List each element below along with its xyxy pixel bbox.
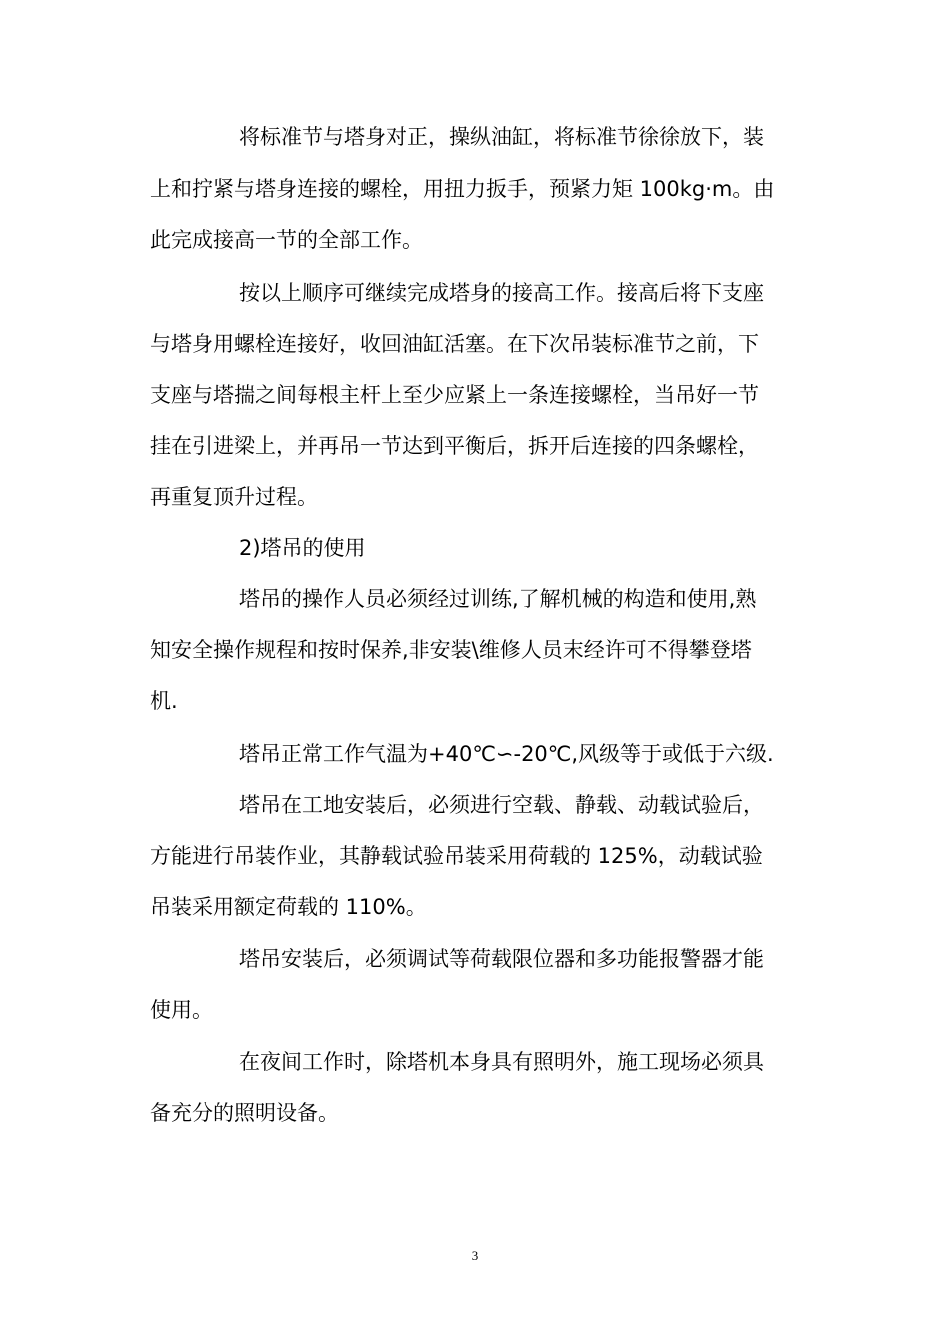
paragraph-7-line-1: 在夜间工作时，除塔机本身具有照明外，施工现场必须具 — [239, 1050, 764, 1074]
paragraph-5-line-2: 方能进行吊装作业，其静载试验吊装采用荷载的 125%，动载试验 — [150, 844, 763, 868]
paragraph-6-line-1: 塔吊安装后，必须调试等荷载限位器和多功能报警器才能 — [239, 947, 764, 971]
paragraph-3-line-2: 知安全操作规程和按时保养,非安装\维修人员末经许可不得攀登塔 — [150, 638, 752, 662]
paragraph-6-line-2: 使用。 — [150, 998, 213, 1022]
paragraph-2-line-5: 再重复顶升过程。 — [150, 485, 318, 509]
paragraph-5-line-1: 塔吊在工地安装后，必须进行空载、静载、动载试验后， — [239, 793, 764, 817]
paragraph-2-line-3: 支座与塔揣之间每根主杆上至少应紧上一条连接螺栓，当吊好一节 — [150, 383, 759, 407]
paragraph-7-line-2: 备充分的照明设备。 — [150, 1101, 339, 1125]
paragraph-1-line-3: 此完成接高一节的全部工作。 — [150, 228, 423, 252]
paragraph-2-line-4: 挂在引进梁上，并再吊一节达到平衡后，拆开后连接的四条螺栓， — [150, 434, 759, 458]
paragraph-1-line-1: 将标准节与塔身对正，操纵油缸，将标准节徐徐放下，装 — [239, 125, 764, 149]
paragraph-3-line-3: 机. — [150, 689, 178, 713]
paragraph-2-line-1: 按以上顺序可继续完成塔身的接高工作。接高后将下支座 — [239, 281, 764, 305]
paragraph-5-line-3: 吊装采用额定荷载的 110%。 — [150, 895, 427, 919]
paragraph-3-line-1: 塔吊的操作人员必须经过训练,了解机械的构造和使用,熟 — [239, 587, 757, 611]
section-heading: 2)塔吊的使用 — [239, 536, 366, 560]
page-number: 3 — [471, 1248, 479, 1263]
paragraph-1-line-2: 上和拧紧与塔身连接的螺栓，用扭力扳手，预紧力矩 100kg·m。由 — [150, 177, 775, 201]
paragraph-4-line-1: 塔吊正常工作气温为+40℃∽-20℃,风级等于或低于六级. — [239, 742, 774, 766]
paragraph-2-line-2: 与塔身用螺栓连接好，收回油缸活塞。在下次吊装标准节之前，下 — [150, 332, 759, 356]
